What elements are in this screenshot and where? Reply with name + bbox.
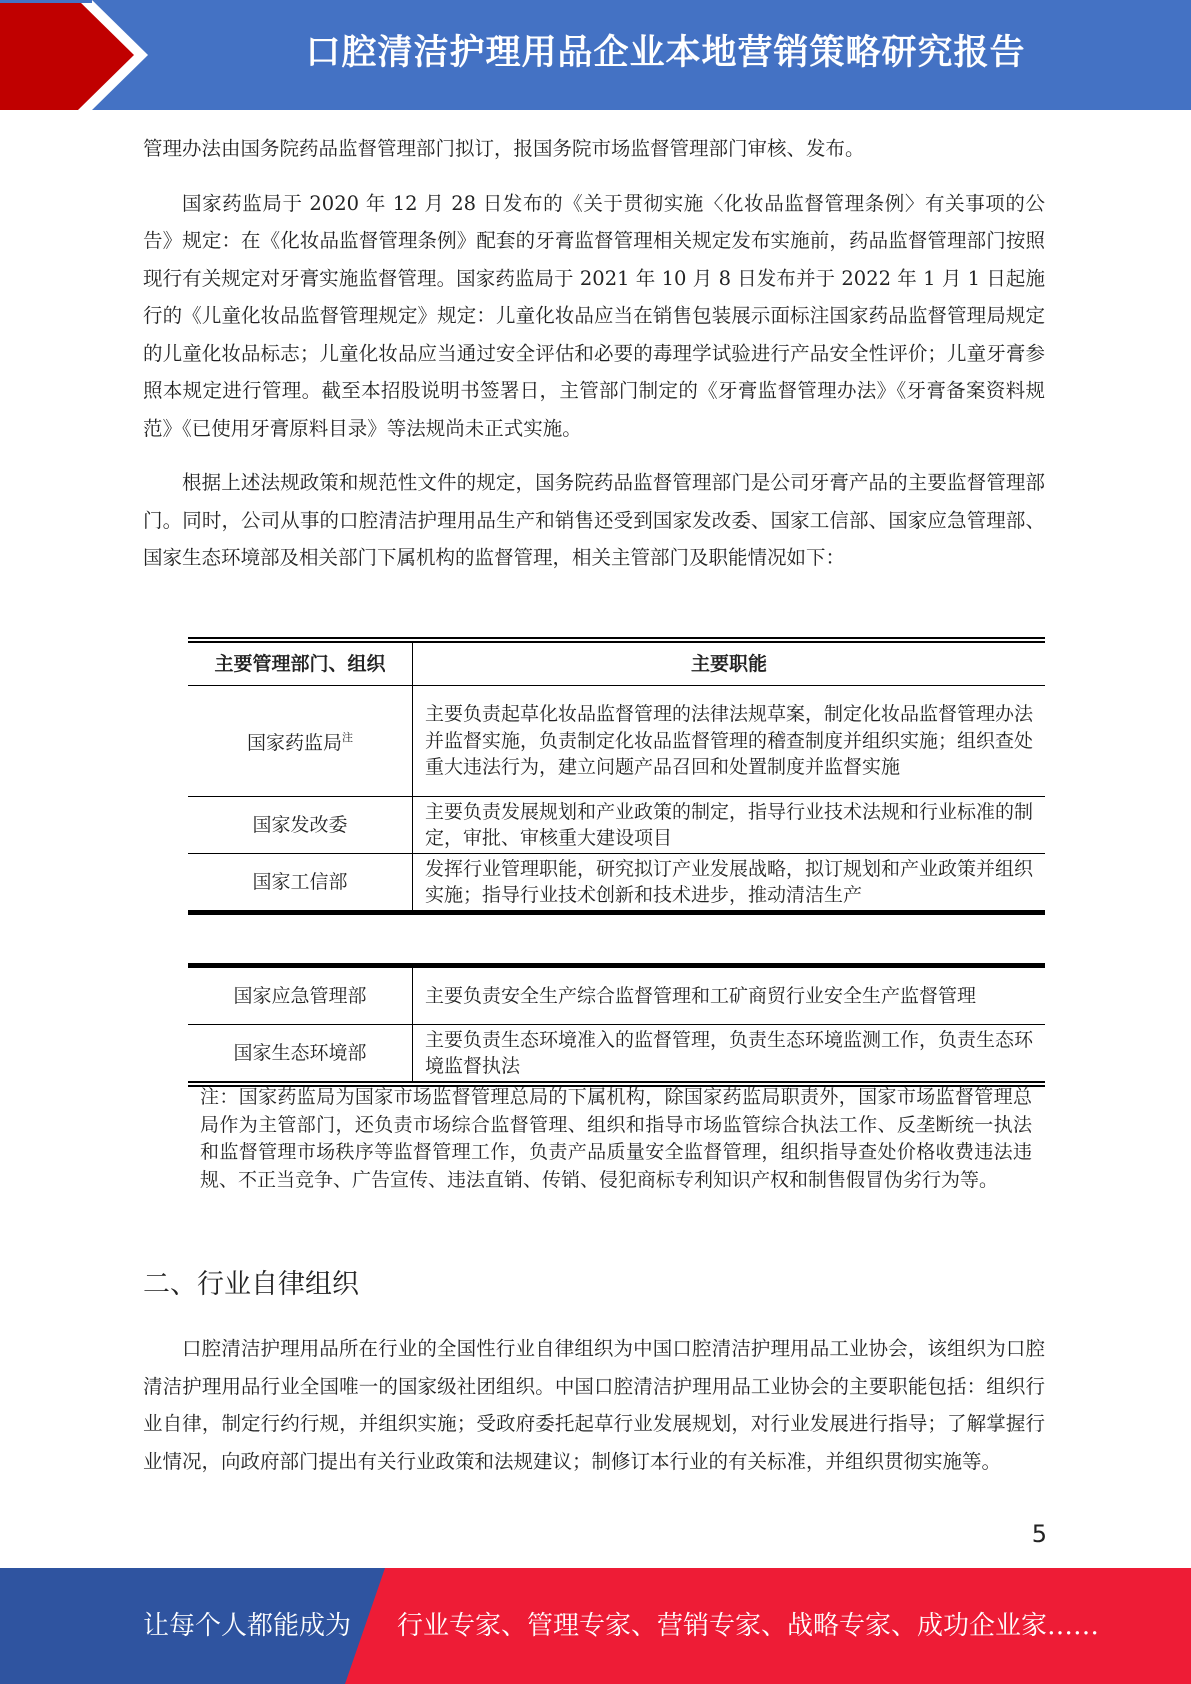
table-note: 注：国家药监局为国家市场监督管理总局的下属机构，除国家药监局职责外，国家市场监督管理总局作为主管部门，还负责市场综合监督管理、组织和指导市场监管综合执法工作、反垄断统一执法和监督管理市场秩序等监督管理工作，负责产品质量安全监督管理，组织指导查处价格收费违法违规、不正当竞争、广告宣传、违法直销、传销、侵犯商标专利知识产权和制售假冒伪劣行为等。 <box>200 1086 1032 1191</box>
duty-cell: 主要负责发展规划和产业政策的制定，指导行业技术法规和行业标准的制定，审批、审核重大建设项目 <box>413 797 1046 854</box>
dept-cell: 国家发改委 <box>188 797 413 854</box>
page-footer <box>0 1568 1191 1684</box>
footer-slogan-right: 行业专家、管理专家、营销专家、战略专家、成功企业家…… <box>397 1611 1100 1641</box>
duty-cell: 主要负责起草化妆品监督管理的法律法规草案，制定化妆品监督管理办法并监督实施，负责制定化妆品监督管理的稽查制度并组织实施；组织查处重大违法行为，建立问题产品召回和处置制度并监督实施 <box>413 686 1046 797</box>
duty-cell: 主要负责安全生产综合监督管理和工矿商贸行业安全生产监督管理 <box>413 966 1046 1025</box>
footer-slogan-left: 让每个人都能成为 <box>143 1611 352 1641</box>
page-number: 5 <box>1031 1520 1047 1548</box>
body-text <box>143 130 1045 577</box>
column-header: 主要管理部门、组织 <box>188 640 413 686</box>
section-heading: 二、行业自律组织 <box>143 1269 359 1300</box>
table-row <box>188 686 1045 797</box>
body-text <box>143 1330 1045 1480</box>
table-header-row <box>188 640 1045 686</box>
table-row <box>188 797 1045 854</box>
paragraph: 国家药监局于 2020 年 12 月 28 日发布的《关于贯彻实施〈化妆品监督管理条例〉有关事项的公告》规定：在《化妆品监督管理条例》配套的牙膏监督管理相关规定发布实施前，药品监督管理部门按照现行有关规定对牙膏实施监督管理。国家药监局于 2021 年 10 月 8 日发布并于 2022 年 1 月 1 日起施行的《儿童化妆品监督管理规定》规定：儿童化妆品应当在销售包装展示面标注国家药品监督管理局规定的儿童化妆品标志；儿童化妆品应当通过安全评估和必要的毒理学试验进行产品安全性评价；儿童牙膏参照本规定进行管理。截至本招股说明书签署日，主管部门制定的《牙膏监督管理办法》《牙膏备案资料规范》《已使用牙膏原料目录》等法规尚未正式实施。 <box>143 191 1045 440</box>
table-row <box>188 966 1045 1025</box>
report-title: 口腔清洁护理用品企业本地营销策略研究报告 <box>305 33 1026 73</box>
authority-table-continued <box>188 963 1045 1087</box>
table-row <box>188 854 1045 913</box>
authority-table <box>188 637 1045 915</box>
dept-cell: 国家药监局$^注$ <box>188 686 413 797</box>
duty-cell: 发挥行业管理职能，研究拟订产业发展战略，拟订规划和产业政策并组织实施；指导行业技术创新和技术进步，推动清洁生产 <box>413 854 1046 913</box>
table-row <box>188 1025 1045 1085</box>
paragraph: 根据上述法规政策和规范性文件的规定，国务院药品监督管理部门是公司牙膏产品的主要监督管理部门。同时，公司从事的口腔清洁护理用品生产和销售还受到国家发改委、国家工信部、国家应急管理部、国家生态环境部及相关部门下属机构的监督管理，相关主管部门及职能情况如下： <box>143 471 1045 569</box>
dept-cell: 国家应急管理部 <box>188 966 413 1025</box>
dept-cell: 国家工信部 <box>188 854 413 913</box>
page-header <box>0 0 1191 110</box>
column-header: 主要职能 <box>413 640 1046 686</box>
paragraph: 管理办法由国务院药品监督管理部门拟订，报国务院市场监督管理部门审核、发布。 <box>143 137 865 160</box>
footnote-marker: 注 <box>342 731 353 745</box>
header-arrow-decoration <box>0 0 150 110</box>
dept-cell: 国家生态环境部 <box>188 1025 413 1085</box>
paragraph: 口腔清洁护理用品所在行业的全国性行业自律组织为中国口腔清洁护理用品工业协会，该组织为口腔清洁护理用品行业全国唯一的国家级社团组织。中国口腔清洁护理用品工业协会的主要职能包括：组织行业自律，制定行约行规，并组织实施；受政府委托起草行业发展规划，对行业发展进行指导；了解掌握行业情况，向政府部门提出有关行业政策和法规建议；制修订本行业的有关标准，并组织贯彻实施等。 <box>143 1337 1045 1473</box>
duty-cell: 主要负责生态环境准入的监督管理，负责生态环境监测工作，负责生态环境监督执法 <box>413 1025 1046 1085</box>
